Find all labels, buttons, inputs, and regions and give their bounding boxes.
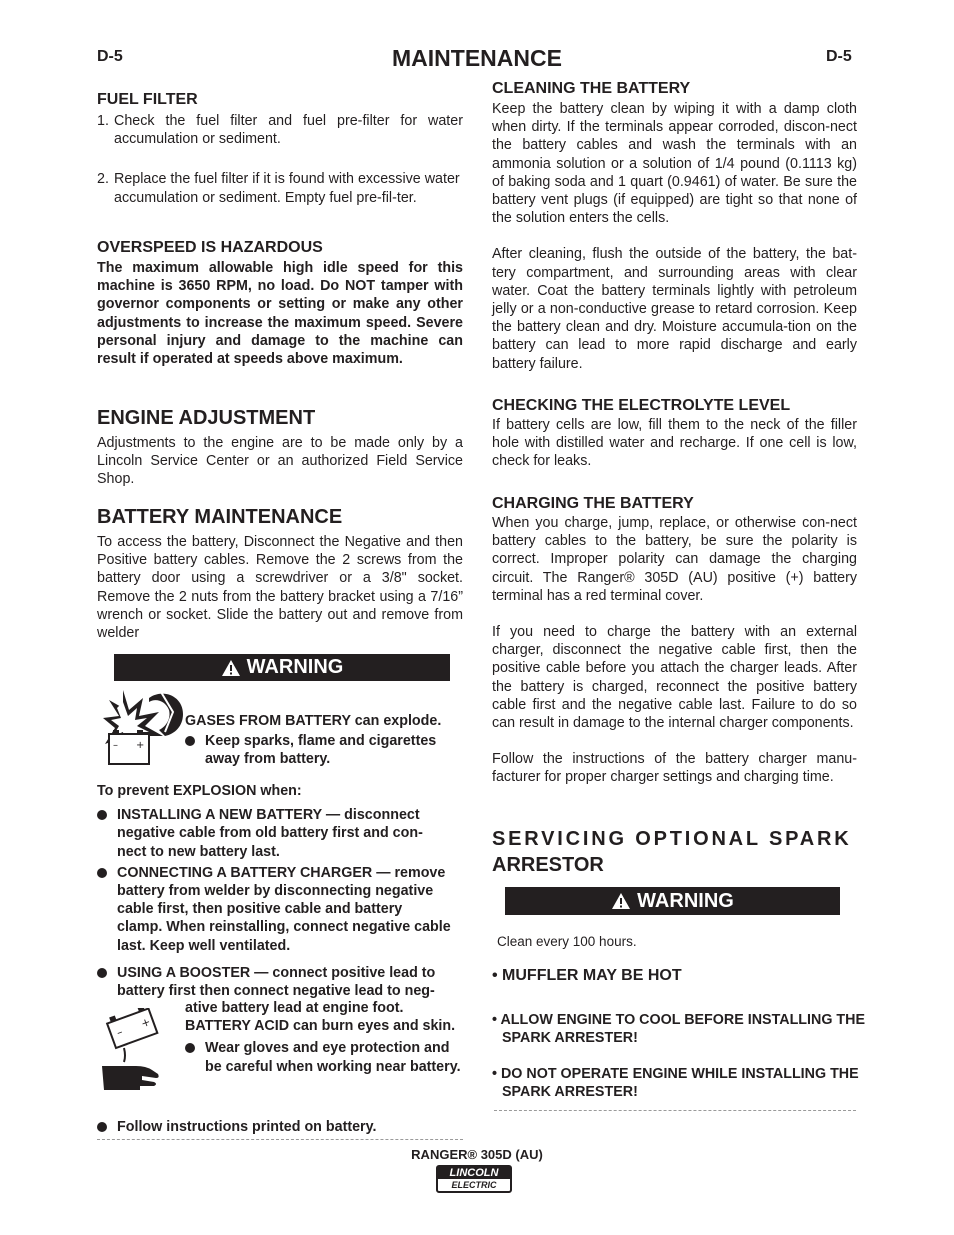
engine-adjustment-section [97, 407, 463, 489]
footer-model: RANGER® 305D (AU) [411, 1147, 543, 1162]
svg-text:–: – [114, 1025, 125, 1040]
spark-warning-label: WARNING [637, 889, 734, 912]
clean-interval-text: Clean every 100 hours. [497, 934, 637, 949]
page-number-left: D-5 [97, 48, 123, 65]
battery-maintenance-text: To access the battery, Disconnect the Negative and then Positive battery cables. Remove the 2 screws from the battery door using a screwdriver or a 3/8" socket. Remove the 2 nuts from the battery bracket using a 7/16” wrench or socket. Slide the battery out and remove from welder [97, 534, 463, 642]
follow-bullet: Follow instructions printed on battery. [97, 1118, 459, 1136]
booster-bullet: USING A BOOSTER — connect positive lead to battery first then connect negative lead to neg- [97, 964, 459, 1000]
cleaning-section [492, 80, 857, 373]
battery-acid-hand-icon [100, 1008, 162, 1092]
overspeed-text: The maximum allowable high idle speed for this machine is 3650 RPM, no load. Do NOT tamper with governor components or setting or make any other adjustments to increase the maximum speed. Severe personal injury and damage to the machine can result if operated at speeds above maximum. [97, 260, 463, 368]
gases-bullet: Keep sparks, flame and cigarettes away from battery. [185, 732, 465, 768]
booster-continued: ative battery lead at engine foot. [185, 1000, 404, 1016]
battery-explosion-icon [103, 688, 185, 770]
fuel-filter-item-2: 2. Replace the fuel filter if it is found with excessive water accumulation or sediment. Empty fuel pre-fil-ter. [97, 171, 460, 206]
fuel-filter-heading: FUEL FILTER [97, 91, 198, 108]
page-title: MAINTENANCE [392, 45, 562, 71]
spark-item-1: • ALLOW ENGINE TO COOL BEFORE INSTALLING THE SPARK ARRESTER! [492, 1012, 866, 1047]
charging-section [492, 495, 857, 787]
acid-warning-text: BATTERY ACID can burn eyes and skin. [185, 1018, 456, 1035]
warning-triangle-icon [611, 892, 631, 910]
engine-adjustment-text: Adjustments to the engine are to be made only by a Lincoln Service Center or an authorized Field Service Shop. [97, 435, 463, 488]
electrolyte-heading: CHECKING THE ELECTROLYTE LEVEL [492, 397, 791, 414]
muffler-hot-text: • MUFFLER MAY BE HOT [492, 967, 682, 984]
left-divider [97, 1139, 463, 1140]
engine-adjustment-heading: ENGINE ADJUSTMENT [97, 407, 316, 429]
acid-bullet: Wear gloves and eye protection and be careful when working near battery. [185, 1039, 465, 1075]
warning-label: WARNING [246, 656, 344, 678]
fuel-filter-section [97, 91, 463, 207]
charging-text-3: Follow the instructions of the battery charger manu-facturer for proper charger settings and charging time. [492, 751, 857, 786]
battery-maintenance-heading: BATTERY MAINTENANCE [97, 506, 343, 528]
overspeed-section [97, 239, 463, 368]
svg-text:+: + [139, 1015, 153, 1031]
prevent-bullet-2: CONNECTING A BATTERY CHARGER — remove battery from welder by disconnecting negative cable first, then positive cable and battery clamp. When reinstalling, connect negative cable last. Keep well ventilated. [97, 864, 451, 955]
overspeed-heading: OVERSPEED IS HAZARDOUS [97, 239, 323, 256]
spark-warning-bar [505, 887, 840, 915]
electrolyte-text: If battery cells are low, fill them to the neck of the filler hole with distilled water and recharge. If one cell is low, check for leaks. [492, 417, 857, 470]
prevent-bullet-1: INSTALLING A NEW BATTERY — disconnect negative cable from old battery first and con-nect to new battery last. [97, 806, 447, 861]
spark-item-2: • DO NOT OPERATE ENGINE WHILE INSTALLING THE SPARK ARRESTER! [492, 1066, 859, 1101]
gases-warning-text: GASES FROM BATTERY can explode. [185, 713, 442, 729]
cleaning-heading: CLEANING THE BATTERY [492, 80, 691, 97]
fuel-filter-item-1: 1. Check the fuel filter and fuel pre-filter for water accumulation or sediment. [97, 113, 463, 148]
charging-heading: CHARGING THE BATTERY [492, 495, 694, 512]
spark-arrestor-heading: SERVICING OPTIONAL SPARK ARRESTOR [492, 828, 852, 876]
battery-maintenance-section [97, 506, 463, 642]
lincoln-electric-logo: LINCOLN ELECTRIC [436, 1165, 512, 1193]
charging-text-2: If you need to charge the battery with an external charger, disconnect the negative cable first, then the positive cable before you attach the charger leads. After the battery is charged, reconnect the positive battery cable first and the negative cable last. Failure to do so can result in damage to the internal charger components. [492, 624, 857, 732]
warning-bar [114, 654, 450, 681]
warning-triangle-icon [221, 659, 241, 677]
svg-text:+: + [136, 740, 145, 751]
cleaning-text-2: After cleaning, flush the outside of the battery, the bat-tery compartment, and surrounding areas with clear water. Coat the battery terminals lightly with petroleum jelly or a non-conductive grease to retard corrosion. Keep the battery clean and dry. Moisture accumula-tion on the battery can lead to more rapid discharge and early battery failure. [492, 246, 857, 372]
prevent-explosion-section [97, 782, 463, 955]
cleaning-text-1: Keep the battery clean by wiping it with a damp cloth when dirty. If the terminals appear corroded, discon-nect the battery cables and wash the terminals with an ammonia solution or a solution of 1/4 pound (0.1113 kg) of baking soda and 1 quart (0.9461) of water. Be sure the battery vent plugs (if equipped) are tight so that none of the solution enters the cells. [492, 101, 857, 227]
charging-text-1: When you charge, jump, replace, or otherwise con-nect battery cables to the battery, be sure the polarity is correct. Improper polarity can damage the charging circuit. The Ranger® 305D (AU) positive (+) battery terminal has a red terminal cover. [492, 515, 857, 604]
electrolyte-section [492, 397, 857, 471]
prevent-explosion-heading: To prevent EXPLOSION when: [97, 783, 302, 799]
acid-warning [185, 999, 465, 1076]
svg-text:–: – [113, 740, 118, 751]
right-divider [494, 1110, 856, 1111]
page-number-right: D-5 [826, 48, 852, 65]
gases-warning [185, 712, 465, 769]
